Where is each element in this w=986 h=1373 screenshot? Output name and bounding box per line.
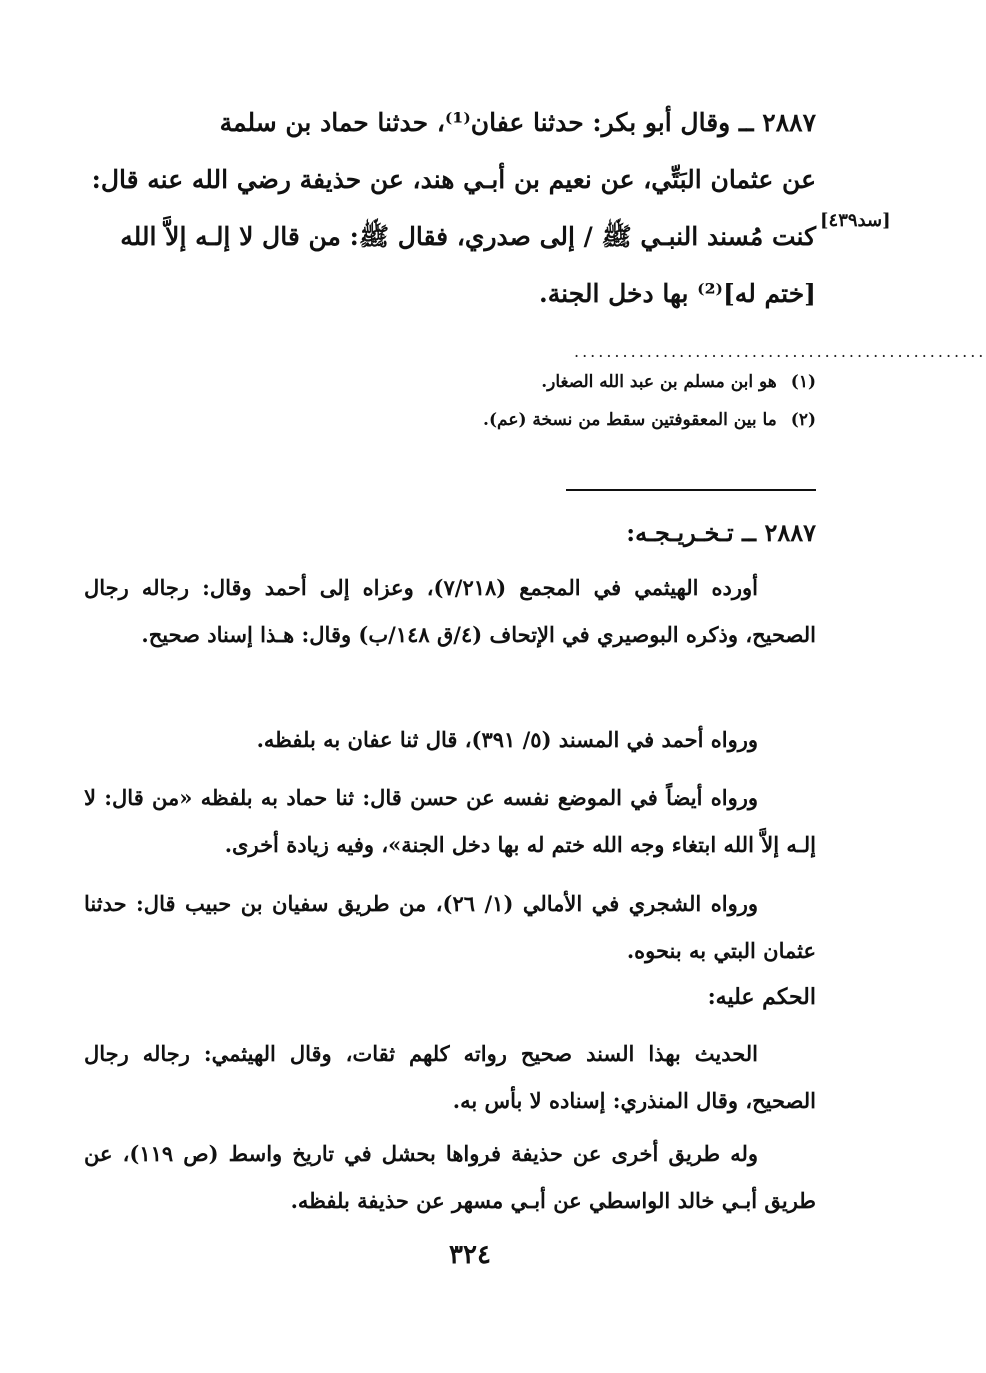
- takhrij-heading: ٢٨٨٧ ــ تـخـريـجـه:: [626, 518, 816, 547]
- takhrij-paragraph: ورواه أحمد في المسند (٥/ ٣٩١)، قال ثنا عفان به بلفظه.: [256, 727, 758, 752]
- hadith-line: كنت مُسند النبـي ﷺ / إلى صدري، فقال ﷺ: من قال لا إلـه إلاَّ الله: [120, 222, 816, 251]
- hadith-line: [ختم له]⁽²⁾ بها دخل الجنة.: [539, 279, 816, 308]
- hukm-paragraph: وله طريق أخرى عن حذيفة فرواها بحشل في تاريخ واسط (ص ١١٩)، عن طريق أبـي خالد الواسطي عن أبـي مسهر عن حذيفة بلفظه.: [84, 1141, 816, 1213]
- hukm-paragraph: الحديث بهذا السند صحيح رواته كلهم ثقات، وقال الهيثمي: رجاله رجال الصحيح، وقال المنذري: إسناده لا بأس به.: [84, 1041, 816, 1113]
- footnote-number: (١): [790, 372, 816, 392]
- takhrij-paragraph: ورواه الشجري في الأمالي (١/ ٢٦)، من طريق سفيان بن حبيب قال: حدثنا عثمان البتي به بنحوه.: [84, 891, 816, 963]
- hukm-heading: الحكم عليه:: [707, 984, 816, 1010]
- footnote-text: هو ابن مسلم بن عبد الله الصغار.: [541, 372, 777, 392]
- hadith-text: [84, 94, 816, 322]
- hadith-line: ٢٨٨٧ ــ وقال أبو بكر: حدثنا عفان⁽¹⁾، حدثنا حماد بن سلمة: [219, 108, 816, 137]
- footnote-1: [300, 372, 816, 392]
- footnote-text: ما بين المعقوفتين سقط من نسخة (عم).: [483, 410, 777, 430]
- footnote-number: (٢): [790, 410, 816, 430]
- footnote-separator-dots: ...................................................: [574, 342, 986, 361]
- page-number: ٣٢٤: [449, 1240, 491, 1270]
- section-divider: [566, 489, 816, 491]
- hadith-line: عن عثمان البَتِّي، عن نعيم بن أبـي هند، عن حذيفة رضي الله عنه قال:: [91, 165, 816, 194]
- footnote-2: [300, 410, 816, 430]
- takhrij-paragraph: ورواه أيضاً في الموضع نفسه عن حسن قال: ثنا حماد به بلفظه «من قال: لا إلـه إلاَّ الله ابتغاء وجه الله ختم له بها دخل الجنة»، وفيه زيادة أخرى.: [84, 785, 816, 857]
- margin-reference: [سد٤٣٩]: [820, 210, 891, 231]
- takhrij-paragraph: أورده الهيثمي في المجمع (٧/٢١٨)، وعزاه إلى أحمد وقال: رجاله رجال الصحيح، وذكره البوصيري في الإتحاف (٤/ق ١٤٨/ب) وقال: هـذا إسناد صحيح.: [84, 575, 816, 647]
